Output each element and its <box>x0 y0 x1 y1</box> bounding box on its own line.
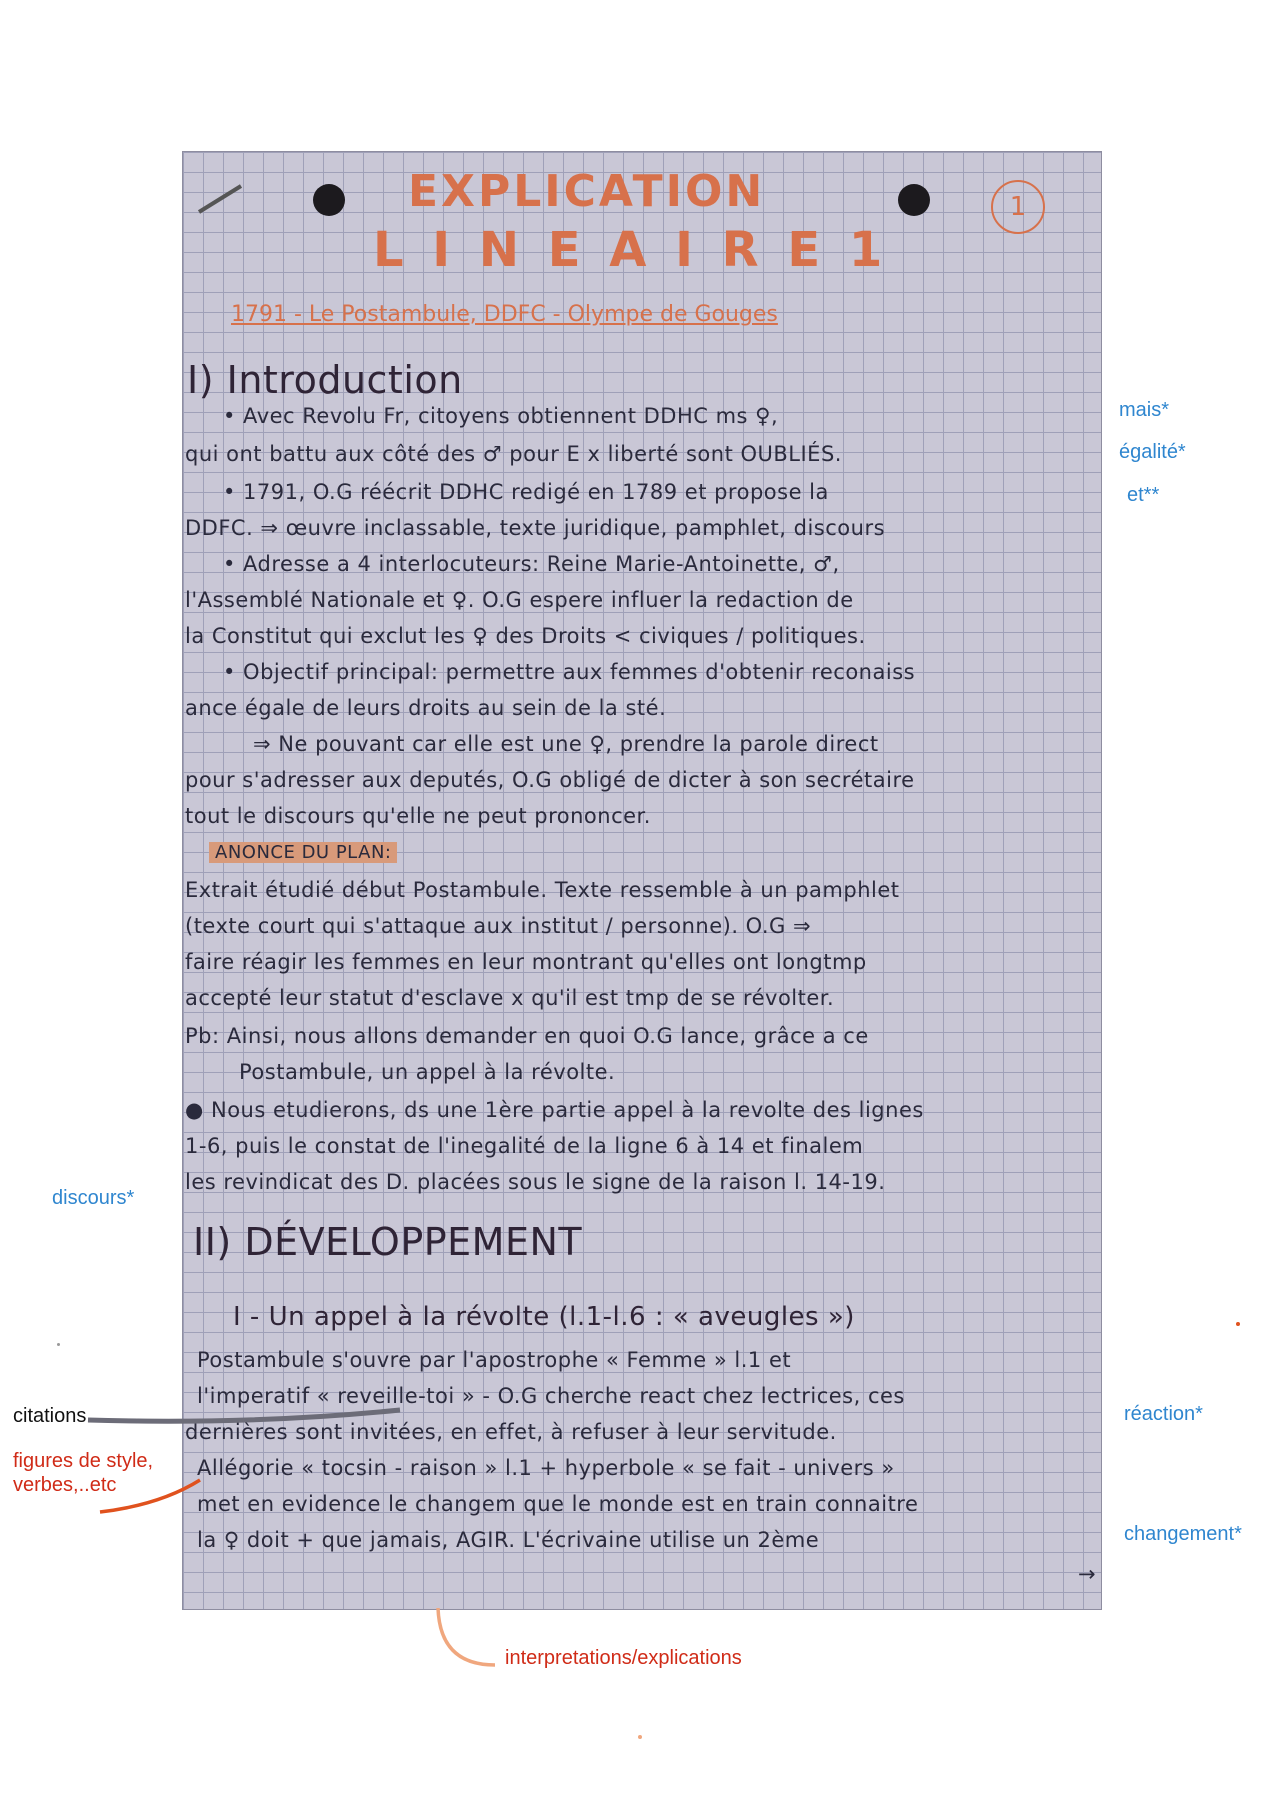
intro-line: DDFC. ⇒ œuvre inclassable, texte juridique, pamphlet, discours <box>185 516 886 540</box>
intro-line: • Adresse a 4 interlocuteurs: Reine Marie-Antoinette, ♂, <box>223 552 840 576</box>
development-heading: II) DÉVELOPPEMENT <box>193 1220 583 1264</box>
title-explication: EXPLICATION <box>408 166 766 217</box>
stray-dot <box>638 1735 642 1739</box>
citations-connector-line <box>88 1410 400 1421</box>
development-line: met en evidence le changem que le monde est en train connaitre <box>197 1492 919 1516</box>
development-line: Postambule s'ouvre par l'apostrophe « Femme » l.1 et <box>197 1348 792 1372</box>
annotation-citations: citations <box>13 1405 87 1427</box>
development-line: dernières sont invitées, en effet, à refuser à leur servitude. <box>185 1420 837 1444</box>
problematique-line: Postambule, un appel à la révolte. <box>239 1060 616 1084</box>
plan-line: Extrait étudié début Postambule. Texte ressemble à un pamphlet <box>185 878 900 902</box>
page-number-badge: 1 <box>991 180 1045 234</box>
intro-line: pour s'adresser aux deputés, O.G obligé de dicter à son secrétaire <box>185 768 915 792</box>
intro-line: • 1791, O.G réécrit DDHC redigé en 1789 et propose la <box>223 480 829 504</box>
intro-line: • Objectif principal: permettre aux femmes d'obtenir reconaiss <box>223 660 916 684</box>
development-line: Allégorie « tocsin - raison » l.1 + hyperbole « se fait - univers » <box>197 1456 895 1480</box>
annotation-egalite: égalité* <box>1119 441 1186 463</box>
subtitle: 1791 - Le Postambule, DDFC - Olympe de Gouges <box>231 302 778 327</box>
plan-line: faire réagir les femmes en leur montrant qu'elles ont longtmp <box>185 950 867 974</box>
development-line: la ♀ doit + que jamais, AGIR. L'écrivaine utilise un 2ème <box>197 1528 820 1552</box>
intro-line: la Constitut qui exclut les ♀ des Droits < civiques / politiques. <box>185 624 866 648</box>
plan-parts-line: ● Nous etudierons, ds une 1ère partie appel à la revolte des lignes <box>185 1098 924 1122</box>
annotation-interpretations: interpretations/explications <box>505 1647 742 1669</box>
intro-line: qui ont battu aux côté des ♂ pour E x liberté sont OUBLIÉS. <box>185 442 842 466</box>
part-one-heading: I - Un appel à la révolte (l.1-l.6 : « aveugles ») <box>233 1302 855 1332</box>
annotation-et: et** <box>1127 484 1160 506</box>
annotation-discours: discours* <box>52 1187 135 1209</box>
annotation-reaction: réaction* <box>1124 1403 1203 1425</box>
title-lineaire: L I N E A I R E 1 <box>373 222 889 278</box>
development-line: l'imperatif « reveille-toi » - O.G cherche react chez lectrices, ces <box>197 1384 905 1408</box>
interpretations-connector-line <box>438 1608 495 1665</box>
intro-heading: I) Introduction <box>187 358 463 402</box>
annotation-figures-line2: verbes,..etc <box>13 1474 117 1496</box>
stray-dot <box>57 1343 60 1346</box>
stray-dot <box>1236 1322 1240 1326</box>
problematique-line: Pb: Ainsi, nous allons demander en quoi O.G lance, grâce a ce <box>185 1024 869 1048</box>
intro-line: • Avec Revolu Fr, citoyens obtiennent DDHC ms ♀, <box>223 404 779 428</box>
plan-parts-line: 1-6, puis le constat de l'inegalité de la ligne 6 à 14 et finalem <box>185 1134 864 1158</box>
annotation-changement: changement* <box>1124 1523 1242 1545</box>
intro-line: tout le discours qu'elle ne peut prononcer. <box>185 804 651 828</box>
figures-connector-line <box>100 1480 200 1512</box>
plan-label: ANONCE DU PLAN: <box>209 842 397 863</box>
intro-line: ance égale de leurs droits au sein de la sté. <box>185 696 667 720</box>
plan-line: (texte court qui s'attaque aux institut / personne). O.G ⇒ <box>185 914 812 938</box>
plan-line: accepté leur statut d'esclave x qu'il est tmp de se révolter. <box>185 986 835 1010</box>
annotation-figures-line1: figures de style, <box>13 1450 154 1472</box>
continue-arrow: → <box>1078 1562 1097 1586</box>
annotation-mais: mais* <box>1119 399 1170 421</box>
intro-line: ⇒ Ne pouvant car elle est une ♀, prendre la parole direct <box>253 732 879 756</box>
plan-parts-line: les revindicat des D. placées sous le signe de la raison l. 14-19. <box>185 1170 886 1194</box>
intro-line: l'Assemblé Nationale et ♀. O.G espere influer la redaction de <box>185 588 854 612</box>
